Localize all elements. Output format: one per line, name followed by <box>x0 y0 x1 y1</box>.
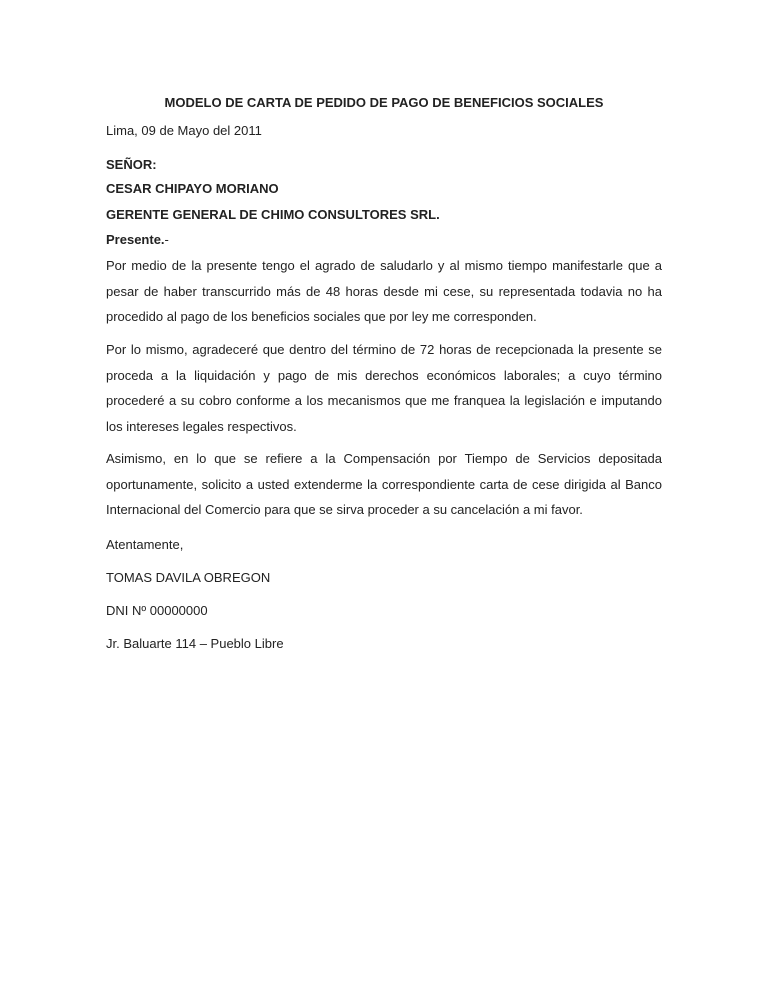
closing: Atentamente, <box>106 537 184 552</box>
paragraph-3: Asimismo, en lo que se refiere a la Compensación por Tiempo de Servicios depositada oportunamente, solicito a usted extenderme la correspondiente carta de cese dirigida al Banco Internacional del Comercio para que se sirva proceder a su cancelación a mi favor. <box>106 451 662 517</box>
sender-name: TOMAS DAVILA OBREGON <box>106 570 271 585</box>
sender-address: Jr. Baluarte 114 – Pueblo Libre <box>106 636 284 651</box>
recipient-title: GERENTE GENERAL DE CHIMO CONSULTORES SRL. <box>106 207 440 222</box>
paragraph-2: Por lo mismo, agradeceré que dentro del término de 72 horas de recepcionada la presente se proceda a la liquidación y pago de mis derechos económicos laborales; a cuyo término procederé a su cobro conforme a los mecanismos que me franquea la legislación e imputando los intereses legales respectivos. <box>106 342 662 434</box>
letter-date: Lima, 09 de Mayo del 2011 <box>106 123 262 138</box>
presente-suffix: - <box>164 232 169 247</box>
presente-line <box>106 232 169 247</box>
salutation: SEÑOR: <box>106 157 157 172</box>
paragraph-1: Por medio de la presente tengo el agrado de saludarlo y al mismo tiempo manifestarle que a pesar de haber transcurrido más de 48 horas desde mi cese, su representada todavia no ha procedido al pago de los beneficios sociales que por ley me corresponden. <box>106 258 662 324</box>
sender-dni: DNI Nº 00000000 <box>106 603 208 618</box>
document-title: MODELO DE CARTA DE PEDIDO DE PAGO DE BENEFICIOS SOCIALES <box>164 95 604 110</box>
presente-label: Presente. <box>106 232 165 247</box>
recipient-name: CESAR CHIPAYO MORIANO <box>106 181 279 196</box>
